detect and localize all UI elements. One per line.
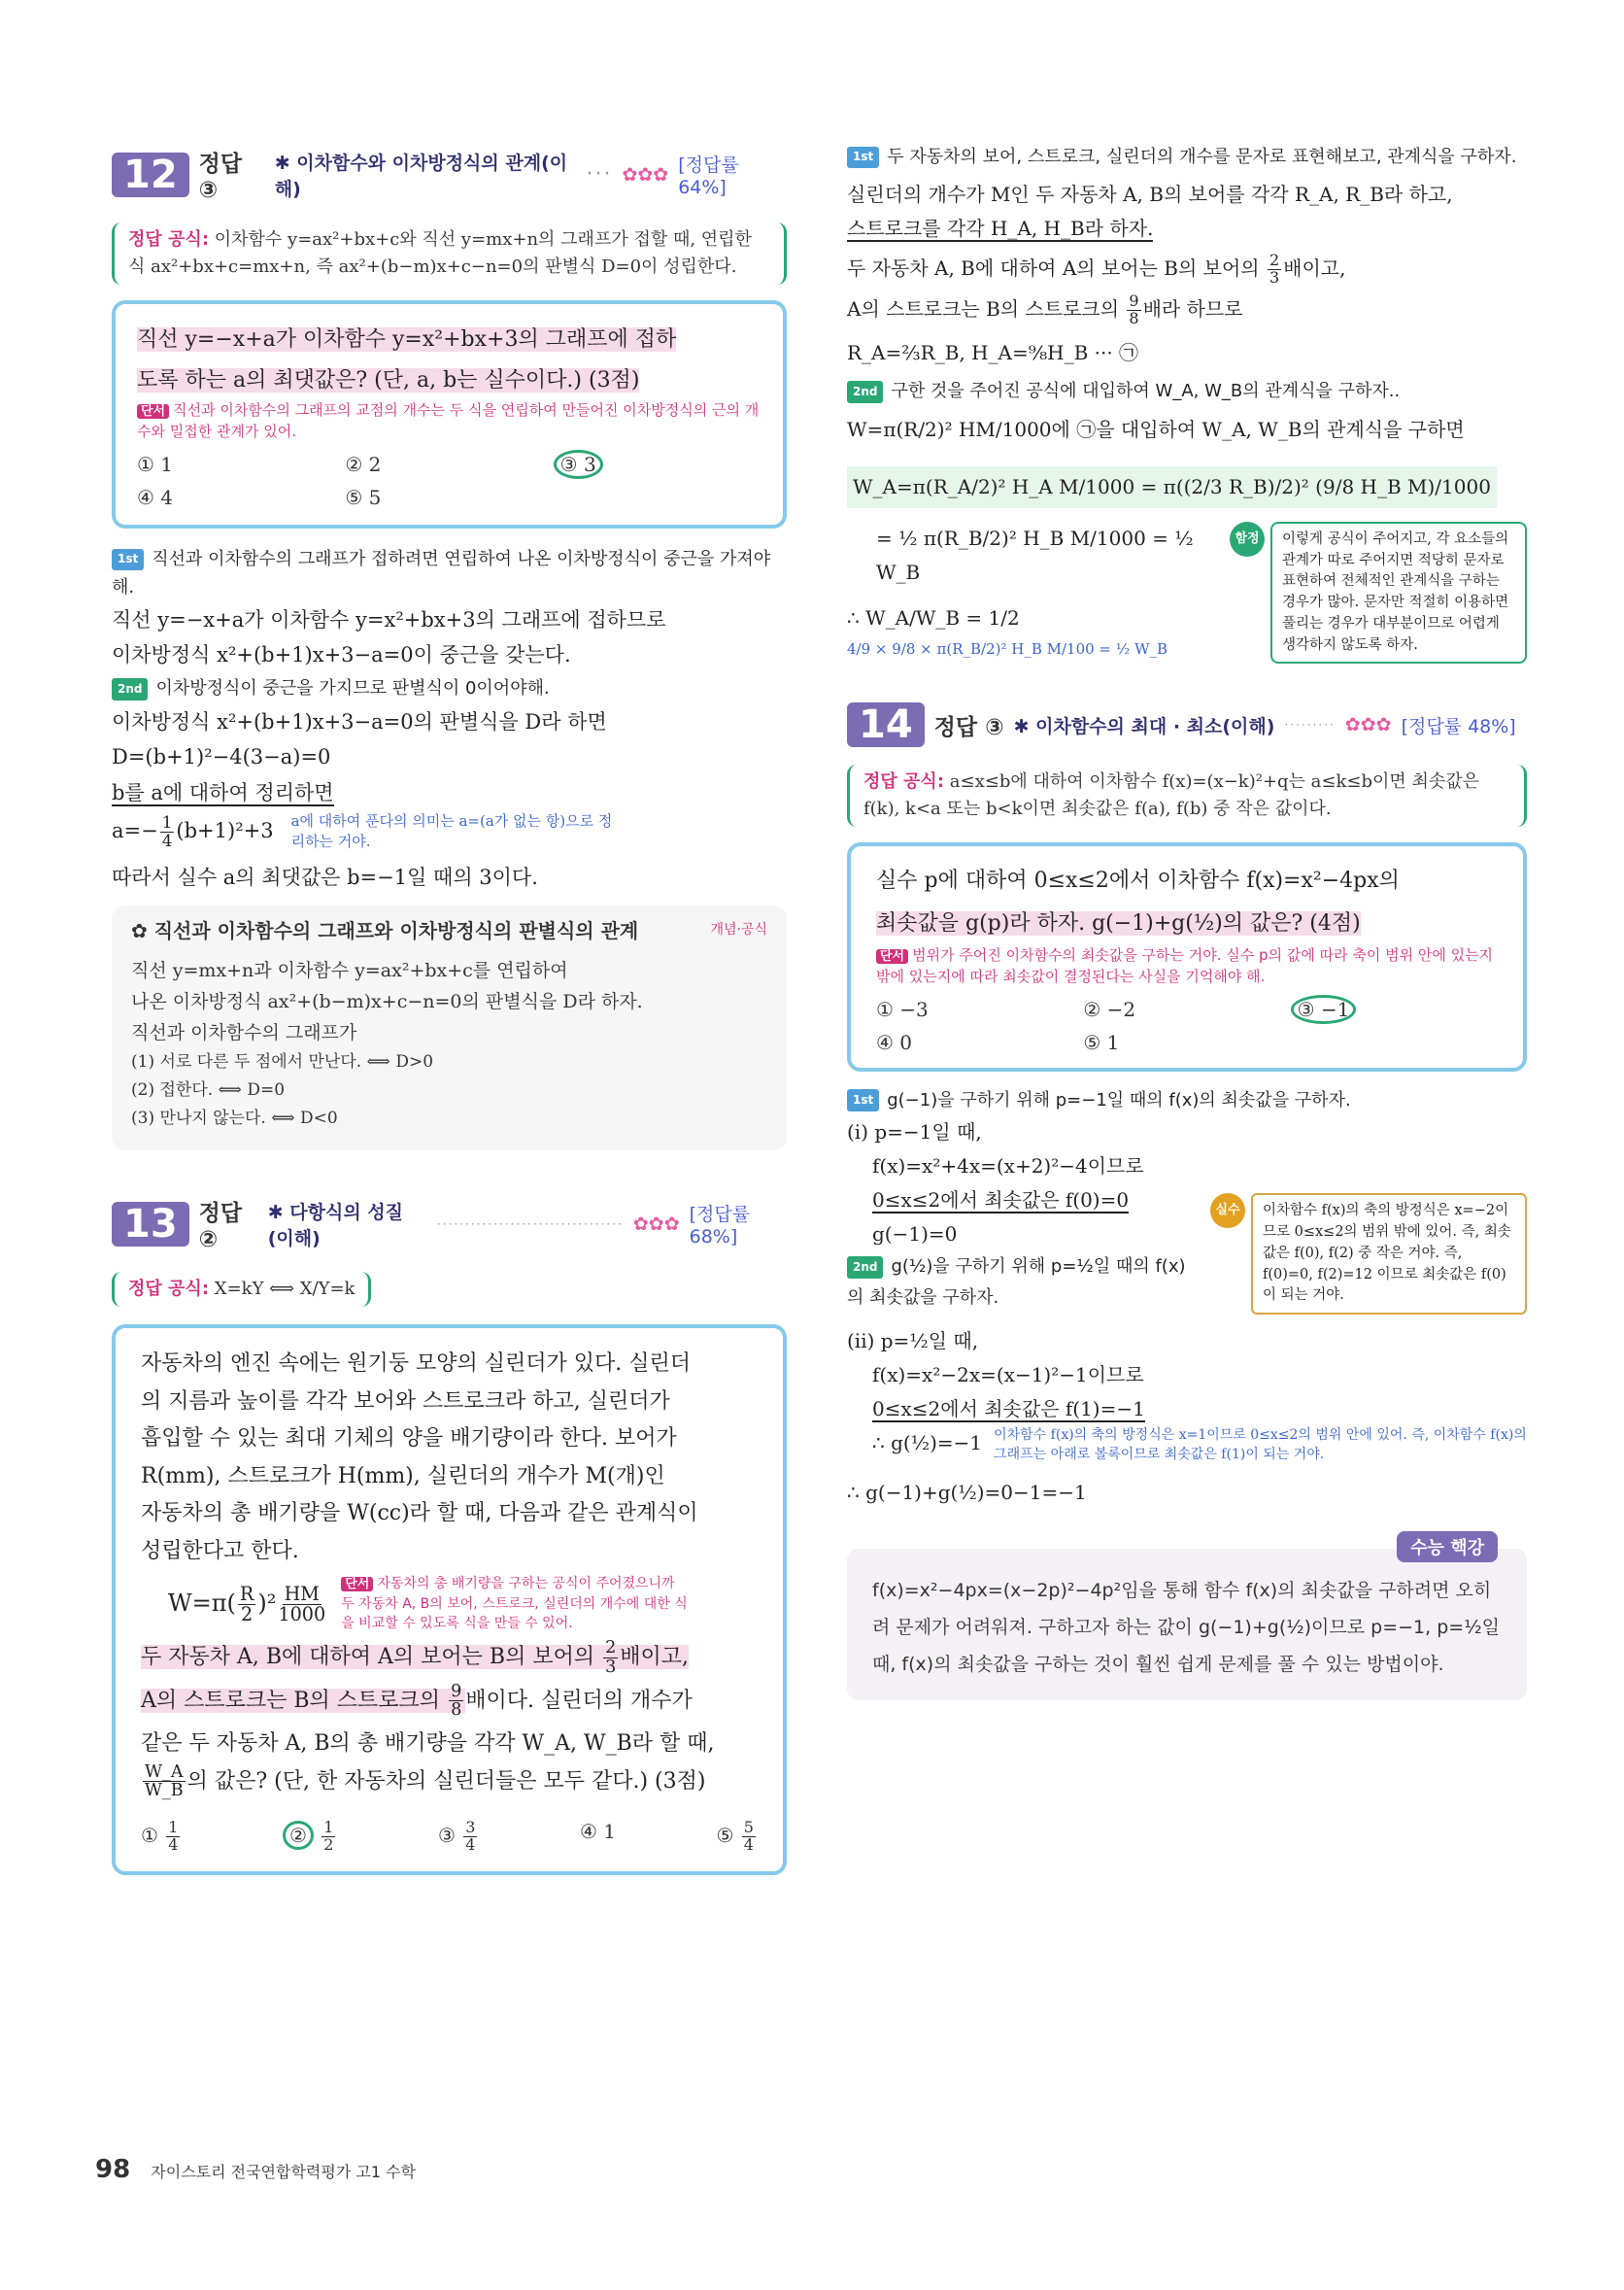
concept-line: (2) 접한다. ⟺ D=0 [131,1080,286,1101]
choice-mark: ⑤ [716,1824,734,1848]
q13-tip-text: 이렇게 공식이 주어지고, 각 요소들의 관계가 따로 주어지면 적당히 문자로 표현하여 전체적인 관계식을 구하는 경우가 많아. 문자만 적절히 이용하면 풀리는 경우가 대부분이므로 어렵게 생각하지 않도록 하자. [1270,522,1527,665]
concept-line: (1) 서로 다른 두 점에서 만난다. ⟺ D>0 [131,1052,434,1073]
q12-sol4: D=(b+1)²−4(3−a)=0 [112,745,331,769]
q12-dots: ··· [586,162,613,187]
formula-frac [238,1585,255,1624]
q13-dots: ································· [436,1216,624,1231]
frac-num: 5 [743,1818,754,1837]
frac-den: 3 [1269,267,1280,287]
q13-sol-line6: W=π(R/2)² HM/1000에 ㉠을 대입하여 W_A, W_B의 관계식을 구하면 [847,417,1465,441]
correct-mark-icon: ③ 3 [554,450,603,479]
q12-sol6-b: (b+1)²+3 [176,819,274,842]
sol-frac [1127,293,1140,327]
frac-num: 9 [1129,291,1139,310]
frac-den: 3 [605,1657,617,1677]
q13-choice-5[interactable] [716,1820,757,1854]
q14-header [847,702,1527,747]
q13-line10b: 의 값은? (단, 한 자동차의 실린더들은 모두 같다.) (3점) [186,1768,706,1794]
frac-den: 2 [241,1603,254,1626]
q13-line8a: A의 스트로크는 B의 스트로크의 [141,1688,448,1713]
q12-sol7: 따라서 실수 a의 최댓값은 b=−1일 때의 3이다. [112,865,538,889]
q12-header [112,146,787,203]
q13-choice-2[interactable] [283,1820,337,1854]
q14-key-section [847,1538,1527,1700]
frac-num: 1 [323,1818,334,1837]
q14-number: 14 [847,702,925,747]
hint-tag: 단서 [341,1577,373,1591]
q12-question-box [112,300,787,529]
q14-choice-4[interactable]: ④ 0 [876,1030,913,1054]
q14-tip [1210,1193,1527,1315]
q13-sol-line4 [847,292,1527,327]
q12-formula-label: 정답 공식: [128,229,210,250]
q13-step1-text: 두 자동차의 보어, 스트로크, 실린더의 개수를 문자로 표현해보고, 관계식을 구하자. [887,147,1517,167]
q13-line: 의 지름과 높이를 각각 보어와 스트로크라 하고, 실린더가 [141,1388,670,1414]
step1-badge: 1st [847,1089,879,1111]
choice-mark: ④ [579,1820,597,1844]
hint-tag: 단서 [876,949,908,964]
q13-sol-eqs [847,522,1216,660]
q13-line10 [141,1763,758,1801]
q14-ii1: (ii) p=½일 때, [847,1329,979,1353]
concept-line: 직선과 이차함수의 그래프가 [131,1022,357,1044]
correct-mark-icon: ② [283,1821,314,1850]
q14-choice-1[interactable]: ① −3 [876,997,929,1021]
q14-question-line1: 실수 p에 대하여 0≤x≤2에서 이차함수 f(x)=x²−4px의 [876,869,1400,894]
q13-sol-l4b: 배라 하므로 [1142,296,1243,321]
q14-choices [876,998,1498,1054]
key-tag: 수능 핵강 [1397,1531,1498,1562]
q13-line7-frac [603,1639,618,1676]
q12-choice-1[interactable]: ① 1 [137,452,174,476]
q12-difficulty-stars: ✿✿✿ [622,163,669,186]
concept-tag: 개념·공식 [710,922,767,939]
q13-sol-line: 실린더의 개수가 M인 두 자동차 A, B의 보어를 각각 R_A, R_B라 하고, [847,182,1453,206]
q13-topic: ✱ 다항식의 성질(이해) [267,1201,404,1249]
q14-question-line2: 최솟값을 g(p)라 하자. g(−1)+g(½)의 값은? (4점) [876,911,1361,937]
hint-tag: 단서 [137,404,169,419]
q12-sol2: 이차방정식 x²+(b+1)x+3−a=0이 중근을 갖는다. [112,643,571,667]
q14-ii3-text: 0≤x≤2에서 최솟값은 f(1)=−1 [872,1397,1145,1421]
q12-concept-box [112,906,787,1151]
q12-number: 12 [112,153,189,197]
q13-formula-row [168,1574,758,1633]
q14-accuracy-rate: [정답률 48%] [1401,715,1516,737]
q14-formula-box [847,765,1527,827]
page-footer [95,2155,416,2184]
q12-choice-4[interactable]: ④ 4 [137,485,174,509]
q14-i3 [847,1183,1201,1217]
formula-part: W=π( [168,1589,236,1618]
q12-hint-text: 직선과 이차함수의 그래프의 교점의 개수는 두 식을 연립하여 만들어진 이차방정식의 근의 개수와 밀접한 관계가 있어. [137,401,760,441]
q12-choice-5[interactable]: ⑤ 5 [345,485,382,509]
step2-badge: 2nd [112,678,148,701]
q13-choices [141,1820,758,1854]
q13-line8 [141,1683,758,1721]
q13-formula-box [112,1272,371,1307]
q13-header [112,1195,787,1252]
q14-i2: f(x)=x²+4x=(x+2)²−4이므로 [872,1154,1144,1179]
q14-formula-text: a≤x≤b에 대하여 이차함수 f(x)=(x−k)²+q는 a≤k≤b이면 최솟값은 f(k), k<a 또는 b<k이면 최솟값은 f(a), f(b) 중 작은 값이다. [863,771,1480,820]
frac-den: 4 [161,831,173,850]
q14-question-box [847,842,1527,1072]
step2-badge: 2nd [847,1256,883,1279]
q14-step1-text: g(−1)을 구하기 위해 p=−1일 때의 f(x)의 최솟값을 구하자. [887,1089,1351,1111]
frac-num: 9 [451,1681,462,1701]
q13-line8-hl [141,1681,693,1721]
q13-line9: 같은 두 자동차 A, B의 총 배기량을 각각 W_A, W_B라 할 때, [141,1731,715,1757]
q13-hint [341,1574,691,1633]
q13-difficulty-stars: ✿✿✿ [632,1213,680,1235]
choice-frac [166,1820,180,1854]
q12-sol6-frac [160,814,175,849]
frac-den: 4 [168,1835,179,1855]
frac-den: 4 [743,1835,754,1855]
frac-num: 1 [168,1818,179,1837]
q12-formula-box [112,222,787,285]
q12-accuracy-rate: [정답률 64%] [678,154,739,198]
q13-tip [1230,522,1527,665]
q13-line10-frac [143,1763,186,1800]
choice-mark: ① [141,1824,158,1848]
q14-choice-2[interactable]: ② −2 [1083,997,1136,1021]
q12-step1 [112,546,787,602]
frac-num: 2 [1269,251,1280,269]
frac-den: 1000 [278,1603,326,1626]
q13-line7 [141,1639,758,1677]
choice-frac [742,1820,756,1854]
q12-step1-text: 직선과 이차함수의 그래프가 접하려면 연립하여 나온 이차방정식이 중근을 가져야 해. [112,548,771,598]
key-text: f(x)=x²−4px=(x−2p)²−4p²임을 통해 함수 f(x)의 최솟값을 구하려면 오히려 문제가 어려워져. 구하고자 하는 값이 g(−1)+g(½)이므로 p=−1, p=½일 때, f(x)의 최솟값을 구하는 것이 훨씬 쉽게 문제를 풀 수 있는 방법이야. [847,1549,1527,1700]
q13-sol-line3 [847,252,1527,287]
q13-sol-line8: = ½ π(R_B/2)² H_B M/1000 = ½ W_B [876,526,1194,584]
frac-num: 1 [161,812,173,833]
q14-ii3 [847,1392,1527,1426]
q13-line7a: 두 자동차 A, B에 대하여 A의 보어는 B의 보어의 [141,1645,602,1670]
q13-accuracy-rate: [정답률 68%] [689,1204,751,1248]
q13-sol-row8 [847,522,1527,665]
step1-badge: 1st [847,147,879,167]
q12-sol6-eq [112,813,274,850]
q14-final: ∴ g(−1)+g(½)=0−1=−1 [847,1481,1087,1505]
q12-note: a에 대하여 푼다의 의미는 a=(a가 없는 항)으로 정리하는 거야. [290,811,613,850]
left-column [112,146,787,1875]
q13-sol-line7: W_A=π(R_A/2)² H_A M/1000 = π((2/3 R_B)/2)² (9/8 H_B M)/1000 [847,466,1497,508]
q13-step2 [847,376,1527,407]
choice-mark: ③ [437,1824,456,1848]
q12-step2-text: 이차방정식이 중근을 가지므로 판별식이 0이어야해. [155,678,550,700]
frac-num: HM [284,1583,320,1605]
q13-display-formula [168,1583,327,1624]
q12-answer: 정답 ③ [198,152,243,203]
concept-line: 나온 이차방정식 ax²+(b−m)x+c−n=0의 판별식을 D라 하자. [131,990,643,1012]
q12-sol6 [112,811,787,852]
q14-difficulty-stars: ✿✿✿ [1344,714,1392,736]
concept-title-text: ✿ 직선과 이차함수의 그래프와 이차방정식의 판별식의 관계 [131,918,639,942]
q12-sol1: 직선 y=−x+a가 이차함수 y=x²+bx+3의 그래프에 접하므로 [112,607,666,632]
sol-frac [1268,253,1281,287]
q13-choice-1[interactable] [141,1820,182,1854]
q13-line: 자동차의 엔진 속에는 원기둥 모양의 실린더가 있다. 실린더 [141,1351,691,1377]
q13-number: 13 [112,1202,189,1247]
q14-topic: ✱ 이차함수의 최대 · 최소(이해) [1013,715,1275,737]
q13-line8b: 배이다. 실린더의 개수가 [465,1688,693,1713]
step2-badge: 2nd [847,381,883,403]
q13-formula-label: 정답 공식: [128,1279,210,1300]
q13-step2-text: 구한 것을 주어진 공식에 대입하여 W_A, W_B의 관계식을 구하자.. [891,381,1401,402]
q14-i3-text: 0≤x≤2에서 최솟값은 f(0)=0 [872,1188,1130,1213]
right-column [847,144,1527,1700]
q14-step2 [847,1251,1201,1313]
q12-choice-3[interactable] [554,453,761,476]
choice-frac [321,1820,335,1854]
q13-line: 자동차의 총 배기량을 W(cc)라 할 때, 다음과 같은 관계식이 [141,1501,698,1526]
q13-question-box [112,1324,787,1875]
q13-sol-line2-text: 스트로크를 각각 H_A, H_B라 하자. [847,216,1154,240]
concept-line: (3) 만나지 않는다. ⟺ D<0 [131,1109,338,1129]
q13-choice-3[interactable] [438,1820,479,1854]
q13-line7b: 배이고, [620,1645,690,1670]
q13-line: R(mm), 스트로크가 H(mm), 실린더의 개수가 M(개)인 [141,1463,665,1488]
page-number: 98 [95,2155,131,2184]
q13-line: 성립한다고 한다. [141,1538,299,1563]
frac-num: 3 [465,1818,476,1837]
trap-icon: 함정 [1230,522,1265,557]
q12-choice-2[interactable]: ② 2 [345,452,382,476]
q12-formula-text: 이차함수 y=ax²+bx+c와 직선 y=mx+n의 그래프가 접할 때, 연립한 식 ax²+bx+c=mx+n, 즉 ax²+(b−m)x+c−n=0의 판별식 D=0이 성립한다. [128,229,752,277]
q13-sol-line9 [847,601,1216,635]
q14-question [876,860,1498,945]
q14-answer: 정답 ③ [933,714,1004,740]
q13-formula-text: X=kY ⟺ X/Y=k [214,1279,355,1300]
q13-answer: 정답 ② [198,1201,243,1253]
q13-solution [847,144,1527,664]
q13-line8-frac [449,1683,463,1720]
frac-num: 2 [605,1638,617,1658]
q13-choice-4[interactable] [580,1820,616,1854]
q13-sol-l4a: A의 스트로크는 B의 스트로크의 [847,296,1126,321]
q12-sol5-text: b를 a에 대하여 정리하면 [112,781,334,805]
q14-dots: ········· [1284,718,1336,733]
frac-den: 8 [451,1700,462,1721]
q12-question [137,320,761,401]
frac-num: W_A [145,1761,184,1782]
q14-solution [847,1085,1527,1510]
q12-sol3: 이차방정식 x²+(b+1)x+3−a=0의 판별식을 D라 하면 [112,709,607,734]
q14-tip-text: 이차함수 f(x)의 축의 방정식은 x=−2이므로 0≤x≤2의 범위 밖에 있어. 즉, 최솟값은 f(0), f(2) 중 작은 거야. 즉, f(0)=0, f(2)=12 이므로 최솟값은 f(0)이 되는 거야. [1251,1193,1527,1315]
q12-sol6-a: a=− [112,819,158,842]
q14-ii2: f(x)=x²−2x=(x−1)²−1이므로 [872,1363,1144,1387]
q14-i1: (i) p=−1일 때, [847,1120,982,1145]
q12-sol5 [112,775,787,811]
q13-sol-note: 4/9 × 9/8 × π(R_B/2)² H_B M/100 = ½ W_B [847,639,1168,658]
q12-hint [137,400,761,443]
q14-case1-block [847,1115,1527,1315]
frac-num: R [239,1583,254,1605]
q12-step2 [112,673,787,704]
choice-value: 1 [603,1820,616,1844]
q14-ii4-row [847,1426,1527,1464]
q13-sol-line9-text: ∴ W_A/W_B = 1/2 [847,605,1020,630]
formula-part: )² [257,1589,277,1618]
q14-choice-3[interactable] [1291,998,1498,1021]
frac-den: W_B [144,1781,184,1801]
q14-formula-label: 정답 공식: [863,771,945,793]
q14-choice-5[interactable]: ⑤ 1 [1083,1030,1120,1054]
frac-den: 8 [1129,308,1139,327]
frac-den: 2 [323,1835,334,1855]
q13-sol-l3b: 배이고, [1283,256,1346,280]
book-title: 자이스토리 전국연합학력평가 고1 수학 [151,2163,417,2181]
q14-hint-text: 범위가 주어진 이차함수의 최솟값을 구하는 거야. 실수 p의 값에 따라 축이 범위 안에 있는지 밖에 있는지에 따라 최솟값이 결정된다는 사실을 기억해야 해. [876,946,1494,986]
q12-choices [137,453,761,509]
q13-sol-line5: R_A=⅔R_B, H_A=⁹⁄₈H_B ··· ㉠ [847,341,1139,365]
q14-step1 [847,1085,1527,1116]
q13-question [141,1346,758,1800]
q13-step1 [847,144,1527,172]
q13-sol-line2 [847,212,1527,246]
concept-body [131,955,767,1134]
q14-step2-text: g(½)을 구하기 위해 p=½일 때의 f(x)의 최솟값을 구하자. [847,1256,1186,1308]
choice-frac [463,1820,477,1854]
q12-solution [112,546,787,896]
concept-title [131,915,767,943]
q12-question-line1: 직선 y=−x+a가 이차함수 y=x²+bx+3의 그래프에 접하 [137,326,677,352]
frac-den: 4 [465,1835,476,1855]
step1-badge: 1st [112,549,144,569]
q13-line: 흡입할 수 있는 최대 기체의 양을 배기량이라 한다. 보어가 [141,1426,677,1452]
q14-ii4: ∴ g(½)=−1 [872,1431,983,1455]
mistake-icon: 실수 [1210,1193,1245,1228]
q12-question-line2: 도록 하는 a의 최댓값은? (단, a, b는 실수이다.) (3점) [137,367,640,393]
q14-ii-note: 이차함수 f(x)의 축의 방정식은 x=1이므로 0≤x≤2의 범위 안에 있어. 즉, 이차함수 f(x)의 그래프는 아래로 볼록이므로 최솟값은 f(1)이 되는 거야. [994,1427,1527,1462]
q13-sol-l3a: 두 자동차 A, B에 대하여 A의 보어는 B의 보어의 [847,256,1266,280]
correct-mark-icon: ③ −1 [1291,995,1357,1024]
concept-line: 직선 y=mx+n과 이차함수 y=ax²+bx+c를 연립하여 [131,959,568,981]
formula-frac2 [278,1585,325,1624]
q13-line7-hl [141,1638,690,1677]
q14-i4: g(−1)=0 [872,1222,958,1247]
q13-hint-text: 자동차의 총 배기량을 구하는 공식이 주어졌으니까 두 자동차 A, B의 보어, 스트로크, 실린더의 개수에 대한 식을 비교할 수 있도록 식을 만들 수 있어. [341,1576,688,1632]
q14-hint [876,945,1498,988]
q12-topic: ✱ 이차함수와 이차방정식의 관계(이해) [274,152,568,200]
q14-case1 [847,1115,1201,1315]
